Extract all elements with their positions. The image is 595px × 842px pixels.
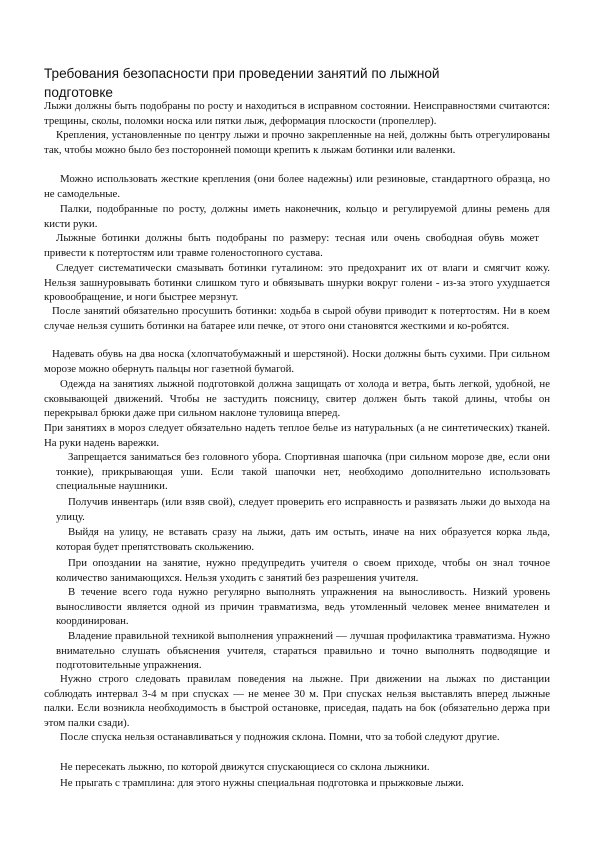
paragraph-boots-size: Лыжные ботинки должны быть подобраны по размеру: тесная или очень свободная обувь может привести к потертостям или травме голеностопного сустава. bbox=[44, 232, 539, 259]
paragraph-after-descent: После спуска нельзя останавливаться у подножия склона. Помни, что за тобой следуют другие. bbox=[60, 731, 500, 743]
paragraph-boots-care: Следует систематически смазывать ботинки гуталином: это предохранит их от влаги и смягчит кожу. Нельзя зашнуровывать ботинки слишком туго и обвязывать шнурки вокруг голени - из-за этого ухудшается кровообращение, и ноги быстрее мерзнут. bbox=[44, 262, 550, 304]
document-title: Требования безопасности при проведении занятий по лыжной подготовке bbox=[44, 66, 440, 100]
paragraph-poles: Палки, подобранные по росту, должны иметь наконечник, кольцо и регулируемой длины ремень для кисти руки. bbox=[44, 203, 550, 230]
paragraph-bindings: Крепления, установленные по центру лыжи и прочно закрепленные на ней, должны быть отрегулированы так, чтобы можно было без посторонней помощи крепить к лыжам ботинки или валенки. bbox=[44, 129, 550, 156]
paragraph-jumping: Не прыгать с трамплина: для этого нужны специальная подготовка и прыжковые лыжи. bbox=[60, 777, 464, 789]
paragraph-going-outside: Выйдя на улицу, не вставать сразу на лыжи, дать им остыть, иначе на них образуется корка льда, которая будет препятствовать скольжению. bbox=[56, 526, 550, 553]
paragraph-boots-drying: После занятий обязательно просушить ботинки: ходьба в сырой обуви приводит к потертостям. Ни в коем случае нельзя сушить ботинки на батарее или печке, от этого они становятся жесткими и ко-робятся. bbox=[44, 305, 550, 332]
paragraph-technique: Владение правильной техникой выполнения упражнений — лучшая профилактика травматизма. Нужно внимательно слушать объяснения учителя, стараться правильно и точно выполнять подводящие и подготовительные упражнения. bbox=[56, 630, 550, 672]
paragraph-crossing: Не пересекать лыжню, по которой движутся спускающиеся со склона лыжники. bbox=[60, 761, 430, 773]
paragraph-binding-types: Можно использовать жесткие крепления (они более надежны) или резиновые, стандартного образца, но не самодельные. bbox=[44, 173, 550, 200]
paragraph-endurance: В течение всего года нужно регулярно выполнять упражнения на выносливость. Низкий уровень выносливости является одной из причин травматизма, ведь утомленный человек менее внимателен и координирован. bbox=[56, 586, 550, 628]
paragraph-lateness: При опоздании на занятие, нужно предупредить учителя о своем приходе, чтобы он знал точное количество занимающихся. Нельзя уходить с занятий без разрешения учителя. bbox=[56, 557, 550, 584]
paragraph-track-rules: Нужно строго следовать правилам поведения на лыжне. При движении на лыжах по дистанции соблюдать интервал 3-4 м при спусках — не менее 30 м. При спусках нельзя выставлять вперед лыжные палки. Если возникла необходимость в быстрой остановке, приседая, падать на бок (обязательно держа при этом палки сзади). bbox=[44, 673, 550, 729]
paragraph-equipment-check: Получив инвентарь (или взяв свой), следует проверить его исправность и развязать лыжи до выхода на улицу. bbox=[56, 496, 550, 523]
paragraph-headwear: Запрещается заниматься без головного убора. Спортивная шапочка (при сильном морозе две, если они тонкие), прикрывающая уши. Если такой шапочки нет, необходимо дополнительно использовать специальные наушники. bbox=[56, 451, 550, 493]
paragraph-socks: Надевать обувь на два носка (хлопчатобумажный и шерстяной). Носки должны быть сухими. При сильном морозе можно обернуть пальцы ног газетной бумагой. bbox=[44, 348, 550, 375]
paragraph-underwear: При занятиях в мороз следует обязательно надеть теплое белье из натуральных (а не синтетических) тканей. На руки надень варежки. bbox=[44, 422, 550, 449]
paragraph-skis: Лыжи должны быть подобраны по росту и находиться в исправном состоянии. Неисправностями считаются: трещины, сколы, поломки носка или пятки лыж, деформация плоскости (пропеллер). bbox=[44, 100, 550, 127]
paragraph-clothing: Одежда на занятиях лыжной подготовкой должна защищать от холода и ветра, быть легкой, удобной, не сковывающей движений. Чтобы не застудить поясницу, свитер должен быть такой длины, чтобы он перекрывал брюки даже при сильном наклоне туловища вперед. bbox=[44, 378, 550, 420]
